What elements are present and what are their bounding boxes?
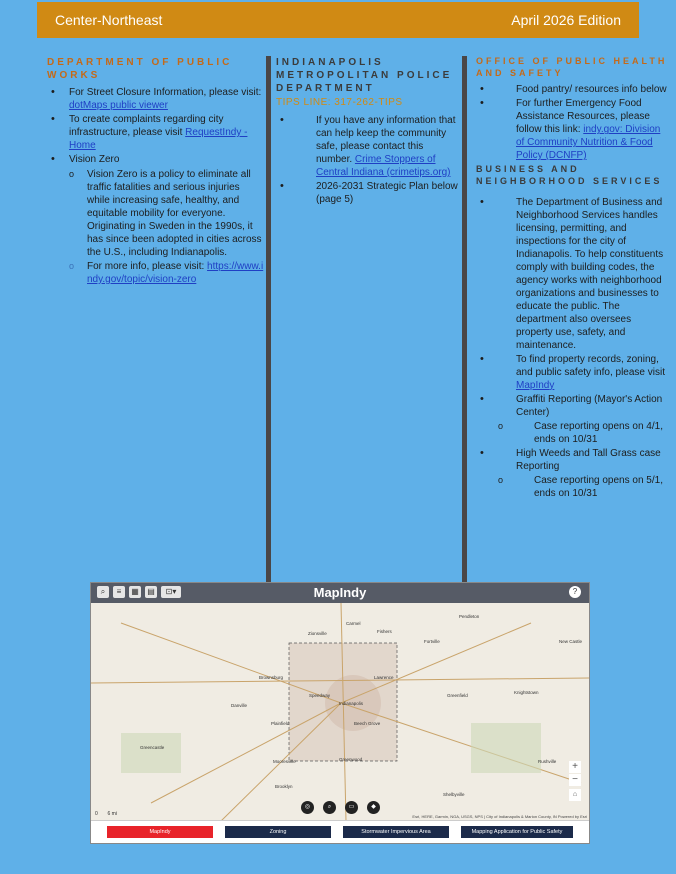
town-label: New Castle: [559, 639, 583, 644]
sub-list-item: o Case reporting opens on 5/1, ends on 10/31: [476, 474, 668, 500]
town-label: Knightstown: [514, 690, 539, 695]
map-background: [91, 583, 589, 843]
town-label: Shelbyville: [443, 792, 465, 797]
town-label: Brooklyn: [275, 784, 293, 789]
map-title: MapIndy: [91, 583, 589, 603]
zoom-out-button[interactable]: −: [569, 774, 581, 786]
home-icon[interactable]: ⌂: [569, 789, 581, 801]
vision-zero-link[interactable]: https://www.indy.gov/topic/vision-zero: [87, 261, 264, 285]
list-item: • If you have any information that can help keep the community safe, please contact this number. Crime Stoppers of Central Indiana (crimetips.org): [276, 114, 460, 179]
town-label: Beech Grove: [354, 721, 381, 726]
crime-stoppers-link[interactable]: Crime Stoppers of Central Indiana (crimetips.org): [316, 154, 451, 178]
column-divider: [266, 56, 271, 582]
screen-icon[interactable]: ▭: [345, 801, 358, 814]
list-item: • High Weeds and Tall Grass case Reporting: [476, 447, 668, 473]
town-label: Plainfield: [271, 721, 290, 726]
public-works-heading: DEPARTMENT OF PUBLIC WORKS: [47, 57, 233, 81]
list-item: • For Street Closure Information, please visit: dotMaps public viewer: [47, 86, 265, 112]
town-label: Mooresville: [273, 759, 296, 764]
list-item: • Food pantry/ resources info below: [476, 83, 668, 96]
tab-mapindy[interactable]: MapIndy: [107, 826, 213, 838]
search-icon[interactable]: ⌕: [97, 586, 109, 598]
tab-stormwater[interactable]: Stormwater Impervious Area: [343, 826, 449, 838]
town-label: Speedway: [309, 693, 331, 698]
newsletter-header: [37, 2, 639, 38]
town-label: Danville: [231, 703, 248, 708]
print-icon[interactable]: ▤: [145, 586, 157, 598]
impd-column: [276, 56, 460, 207]
tab-zoning[interactable]: Zoning: [225, 826, 331, 838]
bns-heading: BUSINESS AND NEIGHBORHOOD SERVICES: [476, 164, 663, 187]
list-item: • To find property records, zoning, and public safety info, please visit MapIndy: [476, 353, 668, 392]
layers-icon[interactable]: ≡: [113, 586, 125, 598]
town-label: Carmel: [346, 621, 361, 626]
mapindy-screenshot: [90, 582, 590, 844]
town-label: Greenwood: [339, 757, 363, 762]
basemap-icon[interactable]: ▦: [129, 586, 141, 598]
locate-icon[interactable]: ◎: [301, 801, 314, 814]
requestindy-link[interactable]: RequestIndy - Home: [69, 127, 248, 151]
app-tabs: [91, 820, 589, 843]
list-item: • Graffiti Reporting (Mayor's Action Center): [476, 393, 668, 419]
tag-icon[interactable]: ◆: [367, 801, 380, 814]
list-item: • For further Emergency Food Assistance Resources, please follow this link: indy.gov: Division of Community Nutrition & Food Policy (DCNFP): [476, 97, 668, 162]
zoom-search-icon[interactable]: ⌕: [323, 801, 336, 814]
town-label: Rushville: [538, 759, 557, 764]
public-works-column: [47, 56, 265, 287]
health-column: [476, 56, 668, 501]
town-label: Brownsburg: [259, 675, 284, 680]
sub-list-item: o Case reporting opens on 4/1, ends on 10/31: [476, 420, 668, 446]
town-label: Zionsville: [308, 631, 327, 636]
tips-line: TIPS LINE: 317-262-TIPS: [276, 97, 403, 108]
column-divider: [462, 56, 467, 582]
zoom-in-button[interactable]: +: [569, 761, 581, 773]
health-heading: OFFICE OF PUBLIC HEALTH AND SAFETY: [476, 56, 668, 78]
mapindy-link[interactable]: MapIndy: [516, 379, 555, 391]
tab-public-safety[interactable]: Mapping Application for Public Safety: [461, 826, 573, 838]
list-item: • 2026-2031 Strategic Plan below (page 5): [276, 180, 460, 206]
region-title: Center-Northeast: [55, 12, 163, 28]
impd-heading: INDIANAPOLIS METROPOLITAN POLICE DEPARTMENT: [276, 57, 453, 94]
map-attribution: Esri, HERE, Garmin, NGA, USGS, NPS | City of Indianapolis & Marion County, IN Powered by Esri: [412, 814, 587, 819]
edition-label: April 2026 Edition: [511, 12, 621, 28]
scale-bar: 0 6 mi: [95, 811, 117, 817]
list-item: • To create complaints regarding city infrastructure, please visit RequestIndy - Home: [47, 113, 265, 152]
town-label: Fortville: [424, 639, 440, 644]
town-label: Greencastle: [140, 745, 165, 750]
help-icon[interactable]: ?: [569, 586, 581, 598]
town-label: Lawrence: [374, 675, 394, 680]
dotmaps-link[interactable]: dotMaps public viewer: [69, 100, 168, 111]
town-label: Greenfield: [447, 693, 468, 698]
town-label: Pendleton: [459, 614, 480, 619]
town-label: Indianapolis: [339, 701, 364, 706]
dcnfp-link[interactable]: indy.gov: Division of Community Nutrition & Food Policy (DCNFP): [516, 124, 661, 162]
sub-list-item: o Vision Zero is a policy to eliminate all traffic fatalities and serious injuries while increasing safe, healthy, and equitable mobility for everyone. Originating in Sweden in the 1990s, it has since been adopted in cities across the U.S., including Indianapolis.: [47, 168, 265, 259]
list-item: • Vision Zero: [47, 153, 265, 166]
sub-list-item: o For more info, please visit: https://www.indy.gov/topic/vision-zero: [47, 260, 265, 286]
town-label: Fishers: [377, 629, 392, 634]
bookmark-icon[interactable]: ⊡▾: [161, 586, 181, 598]
list-item: • The Department of Business and Neighborhood Services handles licensing, permitting, and inspections for the city of Indianapolis. To help constituents comply with building codes, the agency works with neighborhood organizations and businesses to educate the public. The department also oversees property use, safety, and maintenance.: [476, 196, 668, 352]
